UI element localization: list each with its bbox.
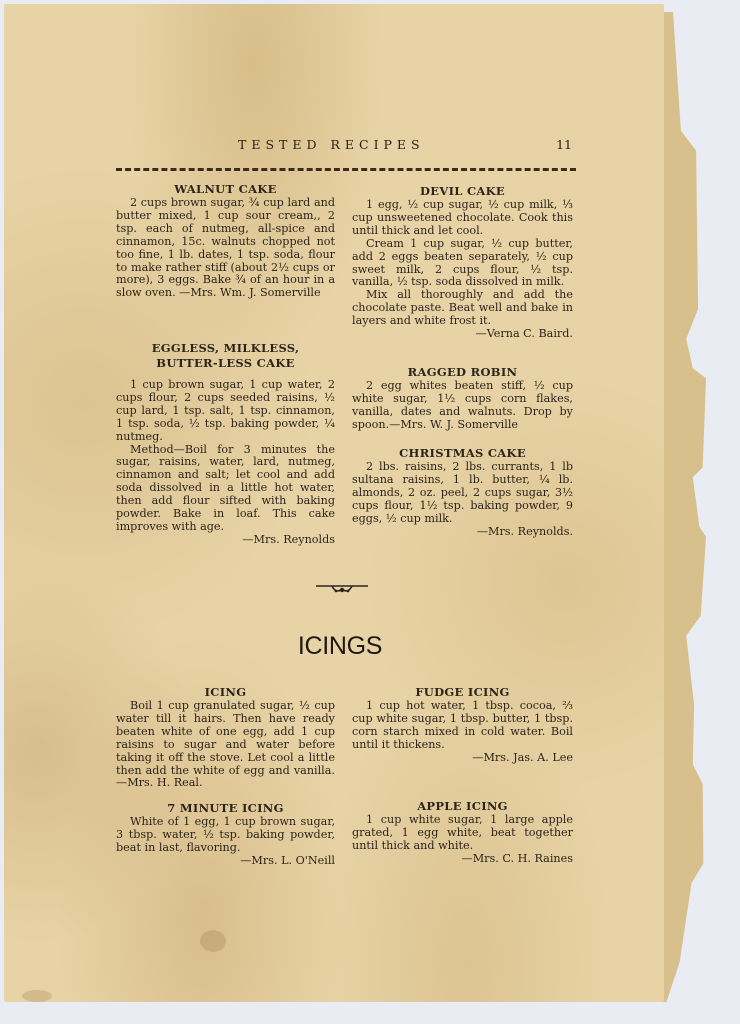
recipe-body: Cream 1 cup sugar, ½ cup butter, add 2 eggs beaten separately, ½ cup sweet milk, 2 cups flour, ½ tsp. vanilla, ½ tsp. soda dissolved in milk. (352, 236, 573, 289)
ornament-icon (316, 581, 368, 595)
apple-icing-recipe (352, 799, 573, 866)
recipe-body: Boil 1 cup granulated sugar, ½ cup water till it hairs. Then have ready beaten white of one egg, add 1 cup raisins to sugar and water before taking it off the stove. Let cool a little then add the white of egg and vanilla. —Mrs. H. Real. (116, 699, 335, 790)
recipe-title: CHRISTMAS CAKE (399, 446, 526, 460)
recipe-body: 1 cup brown sugar, 1 cup water, 2 cups flour, 2 cups seeded raisins, ½ cup lard, 1 tsp. salt, 1 tsp. cinnamon, 1 tsp. soda, ½ tsp. baking powder, ¼ nutmeg. (116, 378, 335, 443)
recipe-title: APPLE ICING (417, 799, 508, 813)
recipe-title: WALNUT CAKE (174, 182, 277, 196)
stain (22, 990, 52, 1002)
decorative-rule (116, 168, 576, 171)
seven-minute-icing-recipe (116, 801, 335, 868)
recipe-title: EGGLESS, MILKLESS, BUTTER-LESS CAKE (151, 341, 300, 370)
recipe-method: Method—Boil for 3 minutes the sugar, raisins, water, lard, nutmeg, cinnamon and salt; let cool and add soda dissolved in a little hot water, then add flour sifted with baking powder. Bake in loaf. This cake improves with age. (116, 442, 335, 533)
fudge-icing-recipe (352, 685, 573, 765)
recipe-body: Mix all thoroughly and add the chocolate paste. Beat well and bake in layers and white frost it. (352, 288, 573, 328)
recipe-title: RAGGED ROBIN (407, 365, 518, 379)
recipe-signature: —Mrs. Jas. A. Lee (472, 750, 573, 764)
eggless-cake-recipe (116, 341, 335, 547)
recipe-title: ICING (204, 685, 247, 699)
recipe-signature: —Mrs. Reynolds (242, 532, 335, 546)
recipe-body: 1 cup white sugar, 1 large apple grated, 1 egg white, beat together until thick and white. (352, 813, 573, 852)
icing-recipe (116, 685, 335, 790)
stain (200, 930, 226, 952)
recipe-title: DEVIL CAKE (420, 184, 505, 198)
recipe-body: 2 cups brown sugar, ¾ cup lard and butter mixed, 1 cup sour cream,, 2 tsp. each of nutmeg, all-spice and cinnamon, 15c. walnuts chopped not too fine, 1 lb. dates, 1 tsp. soda, flour to make rather stiff (about 2½ cups or more), 3 eggs. Bake ¾ of an hour in a slow oven. —Mrs. Wm. J. Somerville (116, 196, 335, 300)
christmas-cake-recipe (352, 446, 573, 538)
recipe-signature: —Mrs. C. H. Raines (461, 851, 573, 865)
recipe-signature: —Mrs. L. O'Neill (240, 853, 335, 867)
recipe-title: FUDGE ICING (415, 685, 510, 699)
recipe-body: 1 cup hot water, 1 tbsp. cocoa, ⅔ cup white sugar, 1 tbsp. butter, 1 tbsp. corn starch mixed in cold water. Boil until it thickens. (352, 699, 573, 751)
ragged-robin-recipe (352, 365, 573, 432)
recipe-title: 7 MINUTE ICING (167, 801, 284, 815)
section-title: ICINGS (297, 632, 383, 660)
recipe-body: 2 lbs. raisins, 2 lbs. currants, 1 lb sultana raisins, 1 lb. butter, ¼ lb. almonds, 2 oz. peel, 2 cups sugar, 3½ cups flour, 1½ tsp. baking powder, 9 eggs, ½ cup milk. (352, 460, 573, 525)
recipe-signature: —Mrs. Reynolds. (476, 524, 573, 538)
header-title: TESTED RECIPES (238, 137, 425, 152)
recipe-body: White of 1 egg, 1 cup brown sugar, 3 tbsp. water, ½ tsp. baking powder, beat in last, flavoring. (116, 815, 335, 854)
recipe-body: 1 egg, ½ cup sugar, ½ cup milk, ⅓ cup unsweetened chocolate. Cook this until thick and let cool. (352, 198, 573, 237)
recipe-signature: —Verna C. Baird. (475, 327, 573, 341)
page-number: 11 (556, 137, 572, 152)
recipe-body: 2 egg whites beaten stiff, ½ cup white sugar, 1½ cups corn flakes, vanilla, dates and walnuts. Drop by spoon.—Mrs. W. J. Somerville (352, 379, 573, 431)
walnut-cake-recipe (116, 182, 335, 300)
devil-cake-recipe (352, 184, 573, 341)
